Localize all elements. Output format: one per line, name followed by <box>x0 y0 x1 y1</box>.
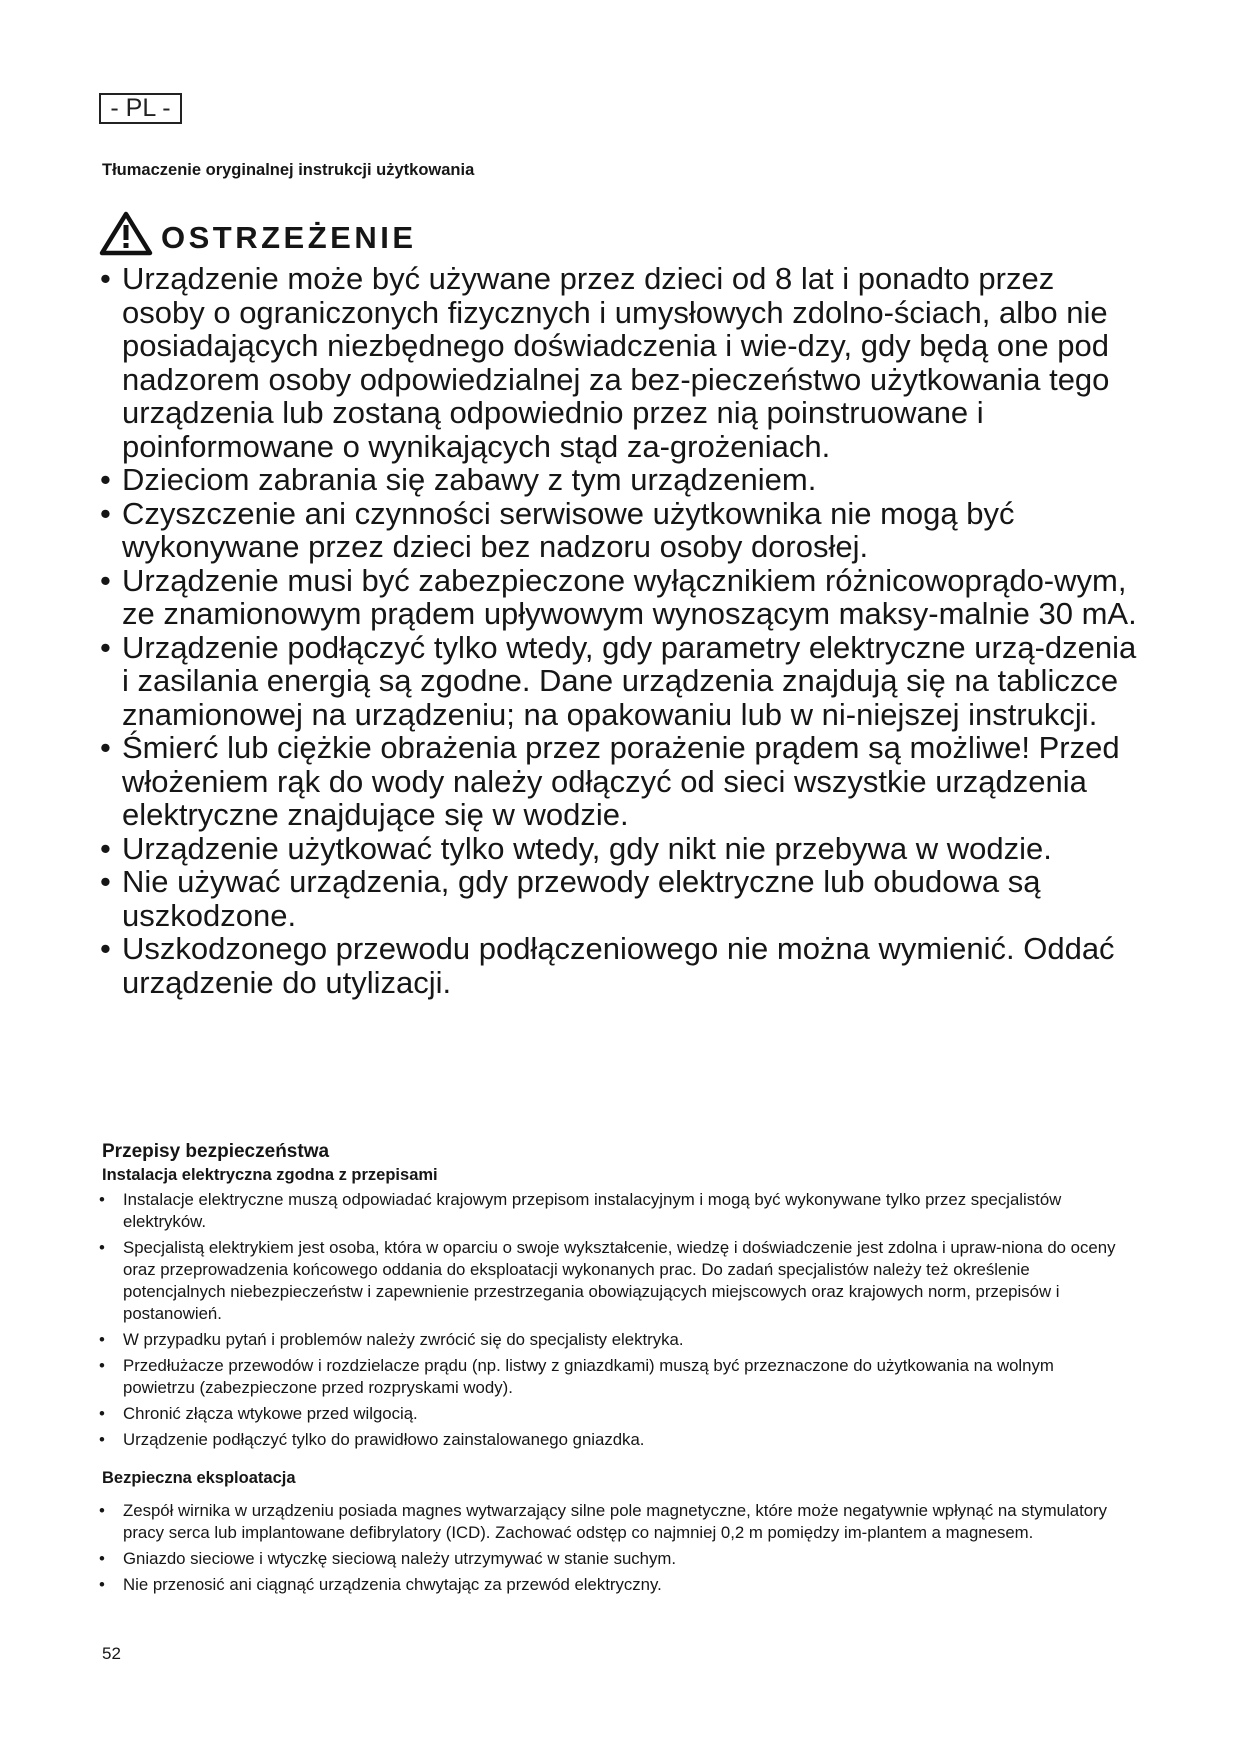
list-item <box>99 1329 1125 1351</box>
warning-title: OSTRZEŻENIE <box>161 220 417 255</box>
list-item <box>99 1548 1125 1570</box>
list-item-text: Nie przenosić ani ciągnąć urządzenia chwytając za przewód elektryczny. <box>123 1575 662 1594</box>
bullet: • <box>99 1330 105 1349</box>
list-item-text: Gniazdo sieciowe i wtyczkę sieciową należy utrzymywać w stanie suchym. <box>123 1549 677 1568</box>
bullet: • <box>100 629 111 665</box>
list-item-text: Specjalistą elektrykiem jest osoba, która w oparciu o swoje wykształcenie, wiedzę i doświadczenie jest zdolna i upraw-niona do oceny oraz przeprowadzenia końcowego oddania do eksploatacji wykonanych prac. Do zadań specjalistów należy też określenie potencjalnych niebezpieczeństw i zapewnienie przestrzegania obowiązujących miejscowych oraz krajowych norm, przepisów i postanowień. <box>123 1238 1116 1323</box>
warning-item-text: Urządzenie musi być zabezpieczone wyłącznikiem różnicowoprądo-wym, ze znamionowym prądem upływowym wynoszącym maksy-malnie 30 mA. <box>122 562 1137 631</box>
operation-list <box>99 1500 1125 1600</box>
list-item <box>99 1500 1125 1544</box>
warning-item-text: Nie używać urządzenia, gdy przewody elektryczne lub obudowa są uszkodzone. <box>122 864 1041 933</box>
list-item-text: Urządzenie podłączyć tylko do prawidłowo zainstalowanego gniazdka. <box>123 1430 645 1449</box>
list-item <box>99 1403 1125 1425</box>
language-tag: - PL - <box>99 93 182 124</box>
bullet: • <box>99 1356 105 1375</box>
bullet: • <box>99 1404 105 1423</box>
page-number: 52 <box>102 1644 121 1663</box>
bullet: • <box>100 261 111 296</box>
warning-item <box>100 463 1145 497</box>
list-item-text: Zespół wirnika w urządzeniu posiada magnes wytwarzający silne pole magnetyczne, które może negatywnie wpłynąć na stymulatory pracy serca lub implantowane defibrylatory (ICD). Zachować odstęp co najmniej 0,2 m pomiędzy im-plantem a magnesem. <box>123 1501 1108 1542</box>
warning-item <box>100 631 1145 732</box>
warning-item <box>100 832 1145 866</box>
bullet: • <box>100 730 111 765</box>
bullet: • <box>99 1190 105 1209</box>
bullet: • <box>100 830 111 866</box>
warning-item-text: Dzieciom zabrania się zabawy z tym urządzeniem. <box>122 462 817 497</box>
operation-heading: Bezpieczna eksploatacja <box>102 1469 296 1487</box>
warning-item <box>100 731 1145 832</box>
list-item <box>99 1355 1125 1399</box>
warning-item-text: Urządzenie może być używane przez dzieci od 8 lat i ponadto przez osoby o ograniczonych fizycznych i umysłowych zdolno-ściach, albo nie posiadających niezbędnego doświadczenia i wie-dzy, gdy będą one pod nadzorem osoby odpowiedzialnej za bez-pieczeństwo użytkowania tego urządzenia lub zostaną odpowiednio przez nią poinstruowane i poinformowane o wynikających stąd za-grożeniach. <box>122 261 1110 464</box>
bullet: • <box>100 562 111 598</box>
bullet: • <box>100 864 111 899</box>
bullet: • <box>99 1501 105 1520</box>
warning-list <box>100 262 1145 999</box>
bullet: • <box>99 1549 105 1568</box>
bullet: • <box>99 1238 105 1257</box>
warning-item-text: Urządzenie użytkować tylko wtedy, gdy nikt nie przebywa w wodzie. <box>122 830 1052 866</box>
warning-item <box>100 497 1145 564</box>
electrical-list <box>99 1189 1125 1455</box>
list-item-text: Przedłużacze przewodów i rozdzielacze prądu (np. listwy z gniazdkami) muszą być przeznaczone do użytkowania na wolnym powietrzu (zabezpieczone przed rozpryskami wody). <box>123 1356 1054 1397</box>
warning-item-text: Czyszczenie ani czynności serwisowe użytkownika nie mogą być wykonywane przez dzieci bez nadzoru osoby dorosłej. <box>122 495 1015 564</box>
list-item-text: Chronić złącza wtykowe przed wilgocią. <box>123 1404 418 1423</box>
document-subtitle: Tłumaczenie oryginalnej instrukcji użytkowania <box>102 161 475 179</box>
bullet: • <box>100 495 111 531</box>
warning-item-text: Śmierć lub ciężkie obrażenia przez porażenie prądem są możliwe! Przed włożeniem rąk do wody należy odłączyć od sieci wszystkie urządzenia elektryczne znajdujące się w wodzie. <box>122 730 1120 832</box>
list-item <box>99 1574 1125 1596</box>
bullet: • <box>100 931 111 966</box>
bullet: • <box>99 1430 105 1449</box>
warning-item-text: Uszkodzonego przewodu podłączeniowego nie można wymienić. Oddać urządzenie do utylizacji. <box>122 931 1115 1000</box>
list-item-text: Instalacje elektryczne muszą odpowiadać krajowym przepisom instalacyjnym i mogą być wykonywane tylko przez specjalistów elektryków. <box>123 1190 1062 1231</box>
warning-item <box>100 262 1145 463</box>
warning-item <box>100 865 1145 932</box>
safety-heading: Przepisy bezpieczeństwa <box>102 1141 330 1162</box>
warning-triangle-icon <box>98 210 154 256</box>
warning-item-text: Urządzenie podłączyć tylko wtedy, gdy parametry elektryczne urzą-dzenia i zasilania energią są zgodne. Dane urządzenia znajdują się na tabliczce znamionowej na urządzeniu; na opakowaniu lub w ni-niejszej instrukcji. <box>122 629 1137 732</box>
list-item <box>99 1429 1125 1451</box>
bullet: • <box>100 462 111 497</box>
warning-item <box>100 564 1145 631</box>
electrical-heading: Instalacja elektryczna zgodna z przepisami <box>102 1166 438 1184</box>
warning-item <box>100 932 1145 999</box>
list-item <box>99 1237 1125 1325</box>
bullet: • <box>99 1575 105 1594</box>
list-item-text: W przypadku pytań i problemów należy zwrócić się do specjalisty elektryka. <box>123 1330 684 1349</box>
list-item <box>99 1189 1125 1233</box>
